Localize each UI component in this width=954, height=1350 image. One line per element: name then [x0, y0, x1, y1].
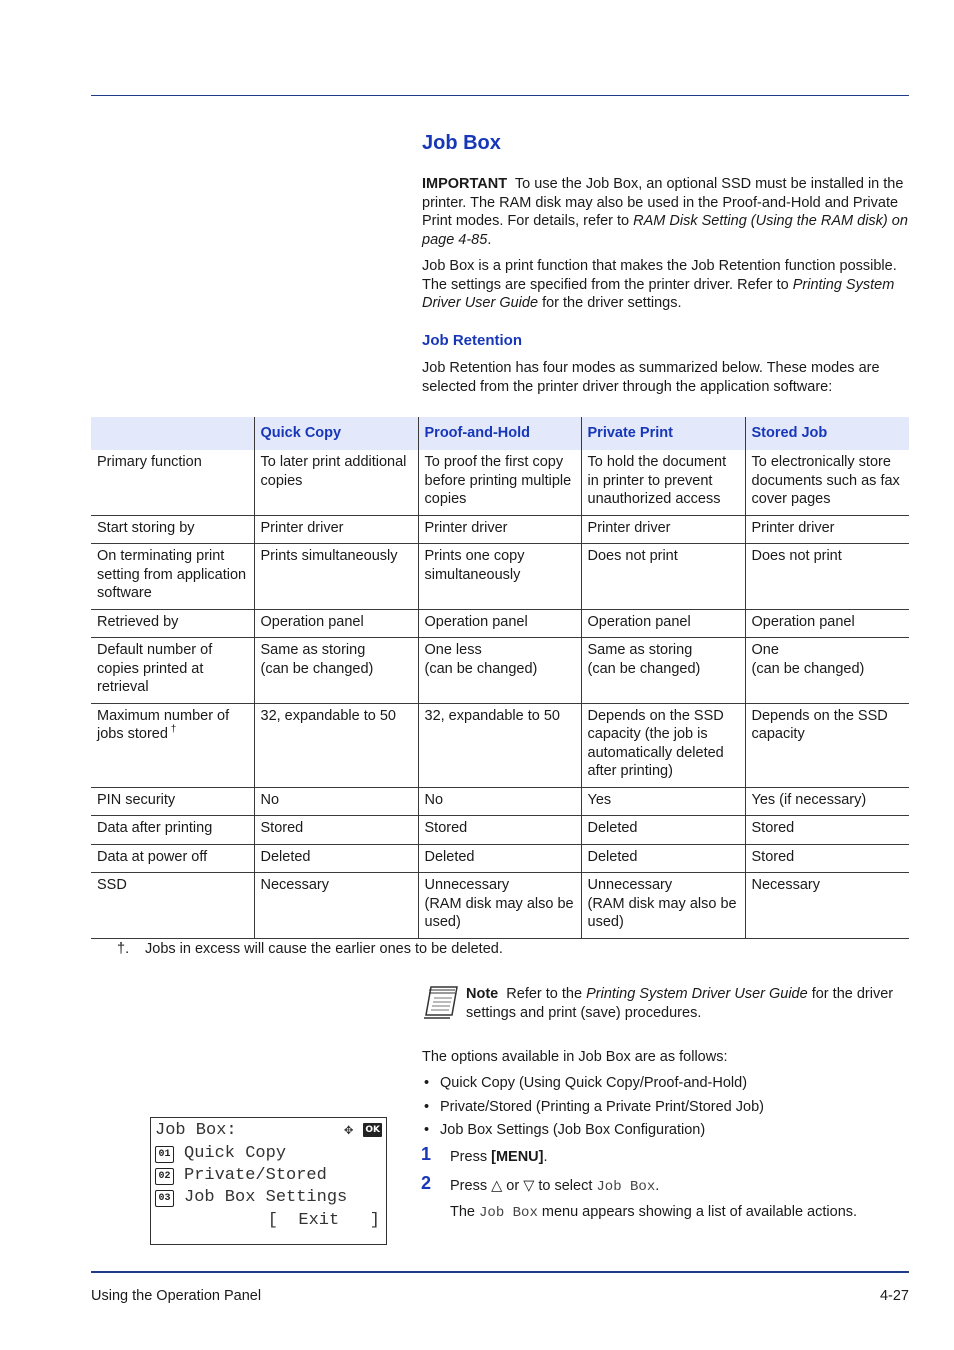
table-cell: Stored	[745, 844, 909, 873]
step-text: Press [MENU].	[450, 1149, 548, 1165]
lcd-panel	[150, 1117, 387, 1245]
footer-rule	[91, 1271, 909, 1273]
table-cell: Printer driver	[745, 515, 909, 544]
options-intro: The options available in Job Box are as follows:	[422, 1049, 728, 1065]
row-label-cell: Data at power off	[97, 848, 208, 865]
table-cell: Deleted	[581, 844, 745, 873]
intro-paragraph	[422, 257, 912, 313]
table-header-cell	[91, 417, 254, 450]
footer-section-title: Using the Operation Panel	[91, 1288, 262, 1304]
footnote-marker: †	[167, 724, 177, 736]
table-cell: Prints simultaneously	[254, 544, 418, 610]
table-cell: Stored	[745, 816, 909, 845]
menu-key: [MENU]	[491, 1149, 544, 1165]
table-cell: Does not print	[745, 544, 909, 610]
ok-icon: OK	[365, 1125, 380, 1135]
table-cell: Same as storing (can be changed)	[581, 638, 745, 704]
table-cell: Deleted	[254, 844, 418, 873]
nav-arrows-icon: ✥	[344, 1122, 354, 1139]
table-cell: To hold the document in printer to prevent unauthorized access	[581, 450, 745, 515]
header-rule	[91, 95, 909, 96]
table-cell: Operation panel	[418, 609, 581, 638]
table-cell: Depends on the SSD capacity (the job is automatically deleted after printing)	[581, 703, 745, 787]
intro-ref: Printing System Driver User Guide	[422, 276, 895, 311]
note-icon	[422, 984, 460, 1020]
note-paragraph: Note Refer to the Printing System Driver User Guide for the driver settings and print (save) procedures.	[466, 986, 894, 1021]
row-label-cell: Start storing by	[97, 519, 195, 536]
row-label-cell: Data after printing	[97, 820, 213, 836]
table-cell: 32, expandable to 50	[418, 703, 581, 787]
table-header-cell: Proof-and-Hold	[418, 417, 581, 450]
table-cell: Operation panel	[581, 609, 745, 638]
important-text: To use the Job Box, an optional SSD must be installed in the printer. The RAM disk may also be used in the Proof-and-Hold and Private Print modes. For details, refer to	[422, 176, 904, 229]
table-cell: 32, expandable to 50	[254, 703, 418, 787]
table-body	[91, 450, 909, 938]
table-header-cell: Stored Job	[745, 417, 909, 450]
table-cell: Printer driver	[581, 515, 745, 544]
table-cell: Necessary	[745, 873, 909, 939]
table-cell: Printer driver	[418, 515, 581, 544]
table-row	[91, 844, 909, 873]
row-label-cell: Retrieved by	[97, 613, 179, 630]
table-cell: Depends on the SSD capacity	[745, 703, 909, 787]
table-cell: Operation panel	[745, 609, 909, 638]
table-cell: To proof the first copy before printing multiple copies	[418, 450, 581, 515]
table-row	[91, 515, 909, 544]
lcd-menu-item: 01 Quick Copy	[155, 1144, 286, 1164]
table-cell: Same as storing (can be changed)	[254, 638, 418, 704]
table-header-row	[91, 417, 909, 450]
table-row	[91, 703, 909, 787]
table-row	[91, 638, 909, 704]
lcd-exit-softkey: [ Exit ]	[267, 1211, 380, 1230]
table-cell: Unnecessary (RAM disk may also be used)	[418, 873, 581, 939]
intro-end: for the driver settings.	[542, 295, 682, 311]
table-cell: Prints one copy simultaneously	[418, 544, 581, 610]
footnote-mark: †.	[117, 941, 130, 957]
list-item: • Job Box Settings (Job Box Configuration)	[424, 1122, 706, 1138]
page-title: Job Box	[422, 132, 501, 154]
lcd-title: Job Box:	[155, 1121, 237, 1140]
table-cell: Unnecessary (RAM disk may also be used)	[581, 873, 745, 939]
step-text: Press △ or ▽ to select Job Box.	[450, 1178, 660, 1195]
lcd-nav-icons	[344, 1122, 382, 1141]
footnote	[117, 940, 503, 959]
important-paragraph: IMPORTANT To use the Job Box, an optional SSD must be installed in the printer. The RAM disk may also be used in the Proof-and-Hold and Private Print modes. For details, refer to RAM Disk Setting (Using the RAM disk) on page 4-85.	[422, 176, 908, 248]
lcd-menu-item: 02 Private/Stored	[155, 1166, 327, 1186]
table-cell: No	[254, 787, 418, 816]
job-retention-table	[91, 417, 909, 939]
page-number: 4-27	[879, 1288, 909, 1304]
row-label-cell: Maximum number of jobs stored †	[97, 707, 230, 742]
table-cell: Necessary	[254, 873, 418, 939]
table-cell: Deleted	[418, 844, 581, 873]
table-cell: One less (can be changed)	[418, 638, 581, 704]
step-result: The Job Box menu appears showing a list of available actions.	[450, 1204, 858, 1221]
footnote-text: Jobs in excess will cause the earlier ones to be deleted.	[145, 941, 503, 957]
table-cell: Does not print	[581, 544, 745, 610]
table-cell: Stored	[418, 816, 581, 845]
row-label-cell: Primary function	[97, 454, 202, 470]
table-row	[91, 544, 909, 610]
list-item: • Private/Stored (Printing a Private Print/Stored Job)	[424, 1099, 764, 1115]
table-cell: To later print additional copies	[254, 450, 418, 515]
table-row	[91, 873, 909, 939]
table-cell: To electronically store documents such as fax cover pages	[745, 450, 909, 515]
section-heading-job-retention: Job Retention	[422, 332, 522, 349]
row-label-cell: Default number of copies printed at retrieval	[97, 642, 213, 695]
table-row	[91, 450, 909, 515]
table-row	[91, 609, 909, 638]
note-label: Note	[466, 986, 499, 1002]
table-row	[91, 787, 909, 816]
table-cell: Printer driver	[254, 515, 418, 544]
important-label: IMPORTANT	[422, 176, 508, 192]
lcd-menu-item: 03 Job Box Settings	[155, 1188, 347, 1208]
row-label-cell: On terminating print setting from application software	[97, 548, 247, 601]
table-row	[91, 816, 909, 845]
important-ref: RAM Disk Setting (Using the RAM disk) on page 4-85	[422, 213, 908, 248]
table-cell: One (can be changed)	[745, 638, 909, 704]
row-label-cell: SSD	[97, 877, 127, 893]
retention-paragraph: Job Retention has four modes as summarized below. These modes are selected from the printer driver through the application software:	[422, 360, 880, 395]
step-number: 2	[421, 1173, 432, 1193]
table-cell: Yes (if necessary)	[745, 787, 909, 816]
table-cell: Operation panel	[254, 609, 418, 638]
table-header-cell: Private Print	[581, 417, 745, 450]
table-cell: Deleted	[581, 816, 745, 845]
step-number: 1	[421, 1144, 432, 1164]
row-label-cell: PIN security	[97, 791, 176, 808]
table-cell: Yes	[581, 787, 745, 816]
table-cell: No	[418, 787, 581, 816]
table-cell: Stored	[254, 816, 418, 845]
intro-text: Job Box is a print function that makes the Job Retention function possible. The settings are specified from the printer driver. Refer to	[422, 258, 897, 293]
table-header-cell: Quick Copy	[254, 417, 418, 450]
list-item: • Quick Copy (Using Quick Copy/Proof-and-Hold)	[424, 1075, 748, 1091]
note-ref: Printing System Driver User Guide	[586, 986, 808, 1002]
